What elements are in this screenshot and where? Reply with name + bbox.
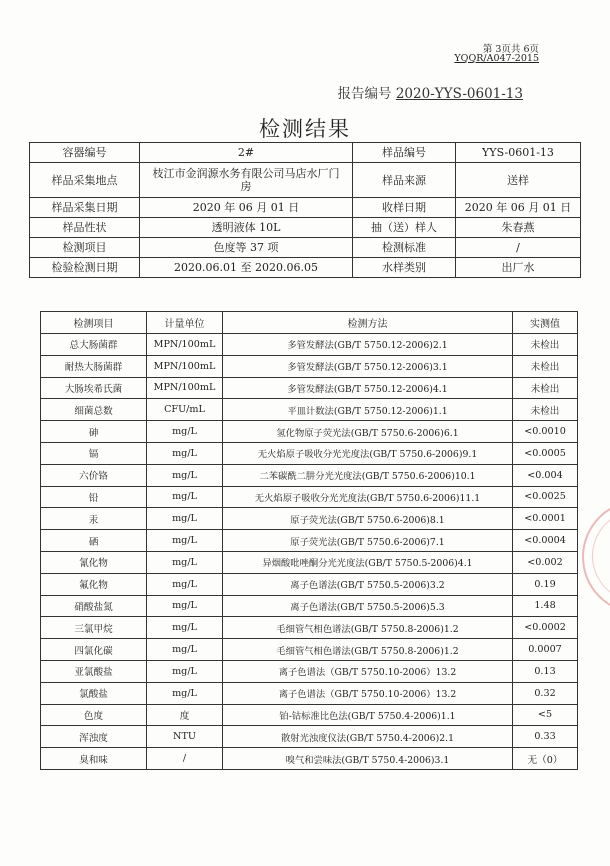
item-name: 大肠埃希氏菌 [41,377,147,399]
unit: NTU [147,726,223,748]
table-row [41,617,578,639]
water-type-value: 出厂水 [456,258,581,278]
standard-label: 检测标准 [353,238,456,258]
container-value: 2# [140,143,353,163]
standard-value: / [456,238,581,258]
property-label: 样品性状 [30,218,140,238]
table-row [41,595,578,617]
method: 离子色谱法(GB/T 5750.5-2006)5.3 [223,595,513,617]
measured-value: <0.0001 [513,508,578,530]
table-row [41,573,578,595]
item-name: 浑浊度 [41,726,147,748]
container-label: 容器编号 [30,143,140,163]
item-name: 砷 [41,421,147,443]
unit: CFU/mL [147,399,223,421]
method: 毛细管气相色谱法(GB/T 5750.8-2006)1.2 [223,639,513,661]
info-row [30,258,581,278]
items-value: 色度等 37 项 [140,238,353,258]
receive-date-value: 2020 年 06 月 01 日 [456,198,581,218]
item-name: 六价铬 [41,464,147,486]
results-body [41,334,578,770]
measured-value: 无（0） [513,748,578,770]
item-name: 色度 [41,704,147,726]
measured-value: <0.002 [513,551,578,573]
sampler-value: 朱春燕 [456,218,581,238]
item-name: 三氯甲烷 [41,617,147,639]
item-name: 氟化物 [41,573,147,595]
unit: mg/L [147,486,223,508]
unit: mg/L [147,421,223,443]
document-code: YQQR/A047-2015 [454,53,539,64]
measured-value: <0.0002 [513,617,578,639]
collect-date-label: 样品采集日期 [30,198,140,218]
measured-value: <0.0010 [513,421,578,443]
table-row [41,377,578,399]
info-row [30,198,581,218]
item-name: 铅 [41,486,147,508]
unit: mg/L [147,464,223,486]
unit: mg/L [147,617,223,639]
column-header: 检测方法 [223,312,513,334]
method: 离子色谱法（GB/T 5750.10-2006）13.2 [223,660,513,682]
unit: 度 [147,704,223,726]
measured-value: 0.13 [513,660,578,682]
item-name: 细菌总数 [41,399,147,421]
item-name: 亚氯酸盐 [41,660,147,682]
measured-value: <0.0005 [513,442,578,464]
location-label: 样品采集地点 [30,163,140,198]
results-header-row [41,312,578,334]
measured-value: 未检出 [513,399,578,421]
sample-no-label: 样品编号 [353,143,456,163]
period-value: 2020.06.01 至 2020.06.05 [140,258,353,278]
sample-no-value: YYS-0601-13 [456,143,581,163]
table-row [41,551,578,573]
item-name: 镉 [41,442,147,464]
method: 毛细管气相色谱法(GB/T 5750.8-2006)1.2 [223,617,513,639]
page-number: 第 3页共 6页 [482,44,539,55]
table-row [41,660,578,682]
method: 嗅气和尝味法(GB/T 5750.4-2006)3.1 [223,748,513,770]
item-name: 硝酸盐氮 [41,595,147,617]
table-row [41,682,578,704]
info-row [30,143,581,163]
item-name: 硒 [41,530,147,552]
report-number-value: 2020-YYS-0601-13 [395,86,523,102]
method: 多管发酵法(GB/T 5750.12-2006)2.1 [223,334,513,356]
source-label: 样品来源 [353,163,456,198]
unit: mg/L [147,573,223,595]
method: 平皿计数法(GB/T 5750.12-2006)1.1 [223,399,513,421]
info-row [30,238,581,258]
measured-value: 0.0007 [513,639,578,661]
column-header: 计量单位 [147,312,223,334]
unit: mg/L [147,530,223,552]
results-table [40,311,578,770]
item-name: 臭和味 [41,748,147,770]
info-row [30,218,581,238]
column-header: 实测值 [513,312,578,334]
table-row [41,639,578,661]
method: 原子荧光法(GB/T 5750.6-2006)7.1 [223,530,513,552]
unit: mg/L [147,660,223,682]
table-row [41,399,578,421]
item-name: 总大肠菌群 [41,334,147,356]
item-name: 氰化物 [41,551,147,573]
unit: mg/L [147,639,223,661]
measured-value: 1.48 [513,595,578,617]
item-name: 耐热大肠菌群 [41,355,147,377]
collect-date-value: 2020 年 06 月 01 日 [140,198,353,218]
measured-value: <0.004 [513,464,578,486]
unit: mg/L [147,595,223,617]
method: 散射光浊度仪法(GB/T 5750.4-2006)2.1 [223,726,513,748]
method: 无火焰原子吸收分光光度法(GB/T 5750.6-2006)9.1 [223,442,513,464]
unit: mg/L [147,442,223,464]
unit: MPN/100mL [147,334,223,356]
receive-date-label: 收样日期 [353,198,456,218]
unit: mg/L [147,551,223,573]
unit: mg/L [147,508,223,530]
page-title: 检测结果 [259,117,351,141]
unit: mg/L [147,682,223,704]
table-row [41,421,578,443]
item-name: 汞 [41,508,147,530]
method: 氢化物原子荧光法(GB/T 5750.6-2006)6.1 [223,421,513,443]
method: 原子荧光法(GB/T 5750.6-2006)8.1 [223,508,513,530]
report-number-label: 报告编号 [337,86,392,102]
method: 异烟酸吡唑酮分光光度法(GB/T 5750.5-2006)4.1 [223,551,513,573]
method: 二苯碳酰二肼分光光度法(GB/T 5750.6-2006)10.1 [223,464,513,486]
table-row [41,464,578,486]
report-number [0,82,523,102]
location-value: 枝江市金润源水务有限公司马店水厂门房 [140,163,353,198]
table-row [41,748,578,770]
measured-value: <5 [513,704,578,726]
items-label: 检测项目 [30,238,140,258]
item-name: 四氯化碳 [41,639,147,661]
measured-value: 0.19 [513,573,578,595]
property-value: 透明液体 10L [140,218,353,238]
source-value: 送样 [456,163,581,198]
table-row [41,442,578,464]
item-name: 氯酸盐 [41,682,147,704]
method: 无火焰原子吸收分光光度法(GB/T 5750.6-2006)11.1 [223,486,513,508]
measured-value: 0.32 [513,682,578,704]
method: 多管发酵法(GB/T 5750.12-2006)4.1 [223,377,513,399]
measured-value: 未检出 [513,377,578,399]
table-row [41,486,578,508]
table-row [41,530,578,552]
measured-value: 0.33 [513,726,578,748]
table-row [41,355,578,377]
measured-value: <0.0004 [513,530,578,552]
table-row [41,704,578,726]
unit: / [147,748,223,770]
period-label: 检验检测日期 [30,258,140,278]
info-row [30,163,581,198]
sample-info-table [29,142,581,278]
unit: MPN/100mL [147,377,223,399]
column-header: 检测项目 [41,312,147,334]
measured-value: 未检出 [513,334,578,356]
method: 铂-钴标准比色法(GB/T 5750.4-2006)1.1 [223,704,513,726]
table-row [41,508,578,530]
water-type-label: 水样类别 [353,258,456,278]
measured-value: 未检出 [513,355,578,377]
method: 离子色谱法（GB/T 5750.10-2006）13.2 [223,682,513,704]
unit: MPN/100mL [147,355,223,377]
table-row [41,334,578,356]
table-row [41,726,578,748]
measured-value: <0.0025 [513,486,578,508]
method: 离子色谱法(GB/T 5750.5-2006)3.2 [223,573,513,595]
sampler-label: 抽（送）样人 [353,218,456,238]
method: 多管发酵法(GB/T 5750.12-2006)3.1 [223,355,513,377]
